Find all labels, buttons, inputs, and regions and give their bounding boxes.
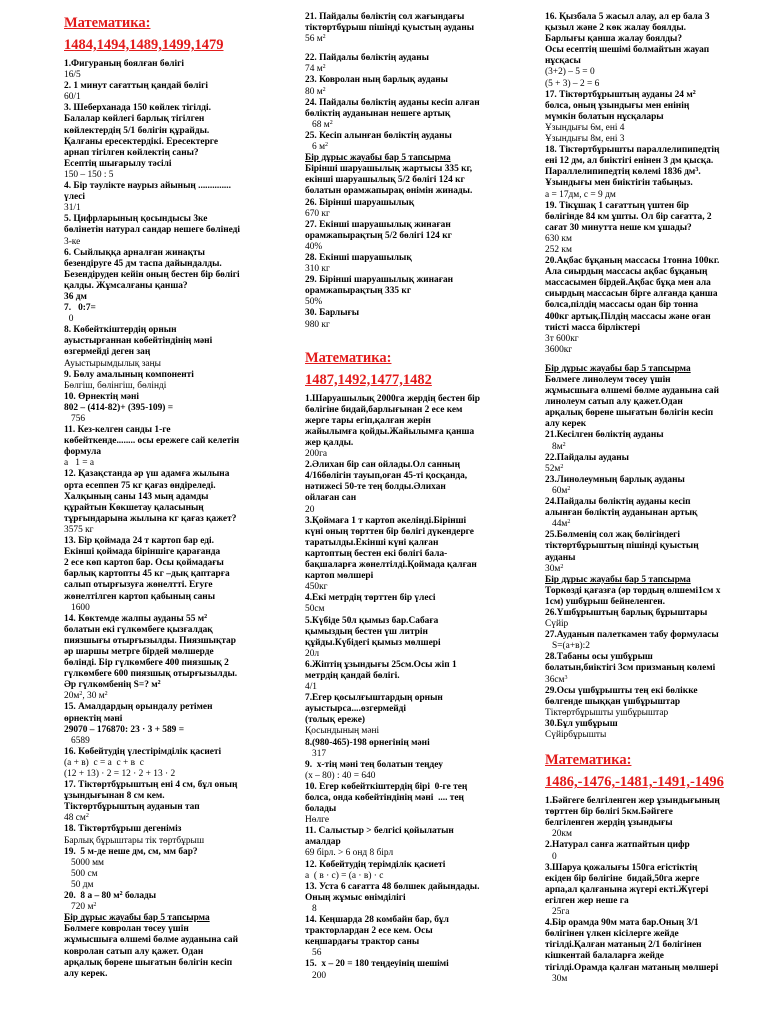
task-block-heading: Бір дұрыс жауабы бар 5 тапсырма <box>545 574 691 585</box>
question-line: массасымен бірдей.Ақбас бұқа мен ала <box>545 278 711 289</box>
question-line: 29.Осы үшбұрышты тең екі бөлікке <box>545 685 698 696</box>
question-line: Әр гүлкөмбенің S=? $м^2$ <box>64 680 161 691</box>
answer-line: 68 $м^2$ <box>305 119 333 130</box>
question-line: 11. Кез-келген санды 1-ге <box>64 425 171 436</box>
question-line: 27. Екінші шаруашылық жинаған <box>305 219 451 230</box>
question-line: 7. 0:7= <box>64 303 96 314</box>
answer-line: Тіктөртбұрышты ушбұрыштар <box>545 707 669 718</box>
answer-line: $60м^2$ <box>545 485 571 496</box>
answer-line: 5000 мм <box>64 857 104 868</box>
question-line: 1см) ушбұрыш бейнеленген. <box>545 596 666 607</box>
question-line: 2. 1 минут сағаттың қандай бөлігі <box>64 81 208 92</box>
question-line: 17. Тіктөртбұрыштың ауданы 24 $м^2$ <box>545 89 696 100</box>
spacer <box>545 356 765 364</box>
answer-line: 16/5 <box>64 70 81 81</box>
question-line: болса, онда көбейтіндінің мәні .... тең <box>305 793 464 803</box>
question-line: 16. Көбейтудің үлестірімділік қасиеті <box>64 746 222 757</box>
answer-line: а = 17дм, с = 9 дм <box>545 189 616 200</box>
question-line: арқалық бөрене шығатын бөлігін кесіп <box>64 957 233 968</box>
question-line: болатын,биіктігі 3см призманың көлемі <box>545 663 716 674</box>
answer-line: 20км <box>545 829 572 840</box>
question-line: бақшаларға жөнелтілді.Қоймада қалған <box>305 560 477 571</box>
answer-line: 6 $м^2$ <box>305 142 328 153</box>
question-line: 30.Бұл ушбұрыш <box>545 718 618 729</box>
question-line: нұсқасы <box>545 56 581 67</box>
answer-line: (а + в) с = а с + в с <box>64 757 144 768</box>
question-line: 23.Линолеумның барлық ауданы <box>545 474 685 485</box>
question-line: 29070 – 176870: 23 · 3 + 589 = <box>64 724 185 735</box>
section-heading: 1487,1492,1477,1482 <box>305 371 432 388</box>
question-line: тіктөртбұрыштың пішінді қуыстың <box>545 541 699 552</box>
question-line: тракторлардан 2 есе кем. Осы <box>305 926 433 937</box>
question-line: бөлігіне бидай,барлығынан 2 есе кем <box>305 404 463 415</box>
question-line: төрттен бір бөлігі 5км.Бәйгеге <box>545 807 673 818</box>
question-line: Бөлмеге ковролан төсеу үшін <box>64 924 189 935</box>
question-line: 15. х – 20 = 180 теңдеуінің шешімі <box>305 959 449 970</box>
question-line: арқалық бөрене шығатын бөлігін кесіп <box>545 408 714 419</box>
question-line: 802 – (414-82)+ (395-109) = <box>64 402 174 413</box>
question-line: орта есеппен 75 кг қағаз өндіреледі. <box>64 480 216 491</box>
answer-line: 20л <box>305 648 320 659</box>
question-line: ковролан сатып алу қажет. Одан <box>64 946 204 957</box>
answer-line: 8 <box>305 903 317 914</box>
answer-line: 150 – 150 : 5 <box>64 169 114 180</box>
question-line: белгіленген жердің ұзындығы <box>545 818 673 829</box>
answer-line: 630 км <box>545 233 572 244</box>
question-line: 4. Бір тәулікте наурыз айының .............. <box>64 181 231 192</box>
answer-line: 4/1 <box>305 682 317 693</box>
question-line: 10. Өрнектің мәні <box>64 391 140 402</box>
question-line: нәтижесі 50-те тең болды.Әлихан <box>305 482 446 493</box>
question-line: Халқының саны 143 мың адамды <box>64 491 209 502</box>
answer-line: $36см^3$ <box>545 674 568 685</box>
question-line: құйды.Күбідегі қымыз мөлшері <box>305 637 441 648</box>
question-line: Балалар көйлегі барлық тігілген <box>64 114 205 125</box>
answer-line: 980 кг <box>305 319 330 330</box>
answer-line: 50 дм <box>64 879 94 890</box>
question-line: ауыстырғаннан көбейтіндінің мәні <box>64 336 213 347</box>
answer-line: Сүйірбұрышты <box>545 730 607 740</box>
section-heading: 1486,-1476,-1481,-1491,-1496 <box>545 774 724 791</box>
question-line: орамжапырақтың 5/2 бөлігі 124 кг <box>305 230 452 241</box>
question-line: бөлігінен үлкен кісілерге жейде <box>545 929 679 940</box>
question-line: бөлінетін натурал сандар нешеге бөлінеді <box>64 225 241 236</box>
question-line: 36 дм <box>64 291 87 302</box>
task-block-heading: Бір дұрыс жауабы бар 5 тапсырма <box>64 913 210 924</box>
answer-line: 60/1 <box>64 92 81 103</box>
question-line: 27.Ауданын палеткамен табу формуласы <box>545 630 719 641</box>
answer-line: Ұзындығы 8м, ені 3 <box>545 134 625 145</box>
answer-line: $8м^2$ <box>545 441 566 452</box>
question-line: 4.Екі метрдің төрттен бір үлесі <box>305 593 436 604</box>
question-line: 5. Цифрларының қосындысы 3ке <box>64 214 208 225</box>
question-line: тиісті масса бірліктері <box>545 322 640 333</box>
question-line: ені 12 дм, ал биіктігі енінен 3 дм қысқа. <box>545 156 714 167</box>
question-line: Қалғаны ересектердікі. Ересектерге <box>64 136 219 147</box>
question-line: жерге тары егіп,қалған жерін <box>305 415 431 426</box>
question-line: 24. Пайдалы бөліктің ауданы кесіп алған <box>305 97 480 108</box>
question-line: 4/16бөлігін тауып,оған 45-ті қосқанда, <box>305 471 468 482</box>
question-line: 3.Шаруа қожалығы 150га егістіктің <box>545 862 698 873</box>
answer-line: 317 <box>305 748 327 759</box>
question-line: орамжапырақтың 335 кг <box>305 286 412 297</box>
question-line: болса, оның ұзындығы мен енінің <box>545 100 690 111</box>
question-line: 5.Күбіде 50л қымыз бар.Сабаға <box>305 615 439 626</box>
question-line: болатын орамжапырақ өнімін жинады. <box>305 186 473 197</box>
question-line: Бөлмеге линолеум төсеу үшін <box>545 375 671 385</box>
question-line: 24.Пайдалы бөліктің ауданы кесіп <box>545 497 691 508</box>
question-line: екінші шаруашылық 5/2 бөлігі 124 кг <box>305 175 465 186</box>
question-line: қалды. Жұмсалғаны қанша? <box>64 280 188 291</box>
question-line: 6. Сыйлыққа арналған жинақты <box>64 247 205 258</box>
question-line: 8. Көбейткіштердің орнын <box>64 325 177 336</box>
answer-line: $44м^2$ <box>545 519 571 530</box>
question-line: 2.Натурал санға жатпайтын цифр <box>545 840 690 851</box>
question-line: екіден бір бөлігіне бидай,50га жерге <box>545 873 700 884</box>
question-line: формула <box>64 447 102 458</box>
question-line: Ала сиырдың массасы ақбас бұқаның <box>545 267 708 278</box>
answer-line: 56 <box>305 948 322 959</box>
question-line: 13. Уста 6 сағатта 48 бөлшек дайындады. <box>305 881 480 892</box>
answer-line: 40% <box>305 241 323 252</box>
answer-line: 30м <box>545 973 568 984</box>
question-line: Бірінші шаруашылық жартысы 335 кг, <box>305 164 473 175</box>
answer-line: 50% <box>305 297 323 308</box>
question-line: алу керек <box>545 419 587 430</box>
question-line: Безендіруден кейін оның бестен бір бөлігі <box>64 269 240 280</box>
question-line: Тіктөртбұрыштың ауданын тап <box>64 802 200 813</box>
question-line: үлесі <box>64 192 85 203</box>
question-line: 9. х-тің мәні тең болатын теңдеу <box>305 759 443 770</box>
answer-line: 720 $м^2$ <box>64 902 97 913</box>
question-line: алу керек. <box>64 968 108 979</box>
question-line: бөлгенде шыққан үшбұрыштар <box>545 696 681 707</box>
question-line: 10. Егер көбейткіштердің бірі 0-ге тең <box>305 781 468 792</box>
answer-line: 1600 <box>64 602 90 613</box>
question-line: ауданы <box>545 552 576 563</box>
question-line: күні оның төрттен бір бөлігі дүкендерге <box>305 526 474 537</box>
question-line: 18. Тіктөртбұрышты параллелипипедтің <box>545 145 720 156</box>
question-line: сағат 30 минутта неше км ұшады? <box>545 222 692 233</box>
question-line: Барлығы қанша жалау боялды? <box>545 34 683 45</box>
answer-line: 25га <box>545 907 570 918</box>
question-line: картоп мөлшері <box>305 571 374 582</box>
question-line: 6.Жіптің ұзындығы 25см.Осы жіп 1 <box>305 659 457 670</box>
task-block-heading: Бір дұрыс жауабы бар 5 тапсырма <box>545 363 691 374</box>
answer-line: 48 $см^2$ <box>64 813 89 824</box>
answer-line: Ұзындығы 6м, ені 4 <box>545 122 625 133</box>
question-line: безендіруге 45 дм таспа дайындалды. <box>64 258 222 269</box>
question-line: 22. Пайдалы бөліктің ауданы <box>305 53 429 64</box>
question-line: 3. Шеберханада 150 көйлек тігілді. <box>64 103 211 114</box>
question-line: көйлектердің 5/1 бөлігін құрайды. <box>64 125 210 136</box>
answer-line: 0 <box>64 314 74 325</box>
answer-line: Барлық бұрыштары тік төртбұрыш <box>64 835 205 846</box>
question-line: өрнектің мәні <box>64 713 123 724</box>
task-block-heading: Бір дұрыс жауабы бар 5 тапсырма <box>305 153 451 164</box>
question-line: қымыздың бестен үш литрін <box>305 626 428 637</box>
question-line: 28. Екінші шаруашылық <box>305 252 412 263</box>
section-heading: 1484,1494,1489,1499,1479 <box>64 37 224 53</box>
question-line: 30. Барлығы <box>305 308 360 319</box>
question-line: 26.Үшбұрыштың барлық бұрыштары <box>545 607 708 618</box>
question-line: 2 есе көп картоп бар. Осы қоймадағы <box>64 558 224 569</box>
answer-line: (3+2) – 5 = 0 <box>545 67 595 78</box>
question-line: Есептің шығарылу тәсілі <box>64 158 172 169</box>
question-line: қызыл және 2 көк жалау боялды. <box>545 23 687 34</box>
answer-line: 6589 <box>64 735 90 746</box>
column-1 <box>64 12 286 980</box>
question-line: 20. 8 а – 80 $м^2$ болады <box>64 891 157 902</box>
answer-line: 56 $м^2$ <box>305 34 326 45</box>
question-line: ойлаған сан <box>305 493 357 504</box>
question-line: жұмысшыға өлшемі бөлме ауданына сай <box>545 386 720 397</box>
question-line: бөлінді. Бір гүлкөмбеге 400 пиязшық 2 <box>64 658 229 669</box>
answer-line: 80 $м^2$ <box>305 86 326 97</box>
question-line: 4.Бір орамда 90м мата бар.Оның 3/1 <box>545 918 699 929</box>
question-line: Торкөзді қағазға (әр тордың өлшемі1см x <box>545 585 721 596</box>
question-line: 23. Ковролан ның барлық ауданы <box>305 75 448 86</box>
answer-line: 200 <box>305 970 327 981</box>
question-line: 9. Бөлу амалының компоненті <box>64 369 194 380</box>
section-heading: Математика: <box>305 349 392 366</box>
answer-line: 50см <box>305 604 325 615</box>
question-line: кеңшардағы трактор саны <box>305 937 420 948</box>
question-line: 12. Көбейтудің терімділік қасиеті <box>305 859 446 870</box>
question-line: көбейткенде........ осы ережеге сай келетін <box>64 436 240 447</box>
question-line: құрайтын Көкшетау қаласының <box>64 502 204 513</box>
question-line: тігілді.Қалған матаның 2/1 бөлігінен <box>545 940 702 951</box>
answer-line: Қосындының мәні <box>305 726 380 737</box>
section-heading: Математика: <box>545 752 632 769</box>
question-line: 400кг артық.Пілдің массасы және оған <box>545 311 711 322</box>
spacer <box>545 741 765 749</box>
answer-line: 31/1 <box>64 203 81 214</box>
answer-line: 252 км <box>545 244 572 255</box>
question-line: Параллелипипедтің көлемі 1836 $дм^3$. <box>545 167 701 178</box>
question-line: тіктөртбұрыш пішіңді қуыстың ауданы <box>305 23 475 34</box>
question-line: таратылды.Екінші күні қалған <box>305 537 439 548</box>
question-line: Осы есептің шешімі болмайтын жауап <box>545 45 710 56</box>
answer-line: а 1 = а <box>64 458 95 469</box>
question-line: арнап тігілген көйлектің саны? <box>64 147 199 158</box>
answer-line: Нөлге <box>305 815 330 826</box>
question-line: 20.Ақбас бұқаның массасы 1тонна 100кг. <box>545 256 720 267</box>
question-line: 25.Бөлменің сол жақ бөлігіндегі <box>545 530 680 541</box>
question-line: салып отырғызуға жөнелтті. Егуге <box>64 580 213 591</box>
question-line: Оның жұмыс өнімділігі <box>305 892 406 903</box>
question-line: жөнелтілген картоп қабының саны <box>64 591 216 602</box>
question-line: тігілді.Орамда қалған матаның мөлшері <box>545 962 719 973</box>
answer-line: (12 + 13) · 2 = 12 · 2 + 13 · 2 <box>64 769 176 779</box>
answer-line: $30м^2$ <box>545 563 564 574</box>
question-line: 3.Қоймаға 1 т картоп әкелінді.Бірінші <box>305 515 467 526</box>
section-heading: Математика: <box>64 15 151 31</box>
answer-line: а ( в · с) = (а · в) · с <box>305 870 384 881</box>
question-line: пиязшығы отырғызылды. Пиязшықтар <box>64 635 236 646</box>
answer-line: 0 <box>545 851 557 862</box>
question-line: (толық ереже) <box>305 715 365 726</box>
question-line: 21. Пайдалы бөліктің сол жағындағы <box>305 12 465 22</box>
question-line: 28.Табаны осы ушбұрыш <box>545 652 653 663</box>
answer-line: 756 <box>64 414 86 424</box>
answer-line: 20 <box>305 504 315 515</box>
question-line: амалдар <box>305 837 341 848</box>
answer-line: 3600кг <box>545 344 573 355</box>
question-line: 21.Кесілген бөліктің ауданы <box>545 430 664 441</box>
question-line: 18. Тіктөртбұрыш дегеніміз <box>64 824 182 835</box>
question-line: бөлігінде 84 км ұшты. Ол бір сағатта, 2 <box>545 211 712 222</box>
question-line: болса,пілдің массасы одан бір тонна <box>545 300 699 311</box>
question-line: 1.Бәйгеге белгіленген жер ұзындығының <box>545 796 720 807</box>
question-line: жер қалды. <box>305 438 354 448</box>
answer-line: (5 + 3) – 2 = 6 <box>545 78 600 89</box>
spacer <box>305 339 527 347</box>
question-line: болады <box>305 804 337 815</box>
question-line: мүмкін болатын нұсқалары <box>545 111 664 122</box>
question-line: 11. Салыстыр > белгісі қойылатын <box>305 826 454 837</box>
answer-line: $20м^2$, 30 $м^2$ <box>64 691 108 702</box>
question-line: сиырдың массасын бірге алғанда қанша <box>545 289 718 300</box>
question-line: 14. Кеңшарда 28 комбайн бар, бұл <box>305 915 449 926</box>
answer-line: 670 кг <box>305 208 330 219</box>
answer-line: 3-ке <box>64 236 81 247</box>
question-line: кішкентай балаларға жейде <box>545 951 664 962</box>
answer-line: 310 кг <box>305 264 330 275</box>
column-2 <box>305 12 527 982</box>
question-line: 1.Шаруашылық 2000га жердің бестен бір <box>305 393 480 404</box>
question-line: 19. Тікұшақ 1 сағаттың үштен бір <box>545 200 689 211</box>
question-line: линолеум сатып алу қажет.Одан <box>545 397 683 408</box>
question-line: егілген жер неше га <box>545 895 629 906</box>
question-line: картоптың бестен екі бөлігі бала- <box>305 548 448 559</box>
question-line: метрдің қандай бөлігі. <box>305 670 400 681</box>
question-line: 17. Тіктөртбұрыштың ені 4 см, бұл оның <box>64 780 238 791</box>
question-line: алынған бөліктің ауданынан артық <box>545 508 698 519</box>
answer-line: 3575 кг <box>64 524 94 535</box>
question-line: Екінші қоймада біріншіге қарағанда <box>64 547 221 558</box>
answer-line: 200га <box>305 449 328 460</box>
answer-line: 3т 600кг <box>545 333 579 344</box>
question-line: болатын екі гүлкөмбеге қызғалдақ <box>64 624 213 635</box>
question-line: 14. Көктемде жалпы ауданы 55 $м^2$ <box>64 613 208 624</box>
question-line: 12. Қазақстанда әр үш адамға жылына <box>64 469 230 480</box>
question-line: жұмысшыға өлшемі бөлме ауданына сай <box>64 935 239 946</box>
question-line: 13. Бір қоймада 24 т картоп бар еді. <box>64 536 214 547</box>
answer-line: Бөлгіш, бөлінгіш, бөлінді <box>64 380 167 391</box>
question-line: гүлкөмбеге 600 пиязшық отырғызылды. <box>64 669 238 680</box>
question-line: 29. Бірінші шаруашылық жинаған <box>305 275 454 286</box>
answer-line: (х – 80) : 40 = 640 <box>305 770 376 781</box>
answer-line: Сүйір <box>545 619 569 630</box>
question-line: 15. Амалдардың орындалу ретімен <box>64 702 213 713</box>
question-line: 8.(980-465)-198 өрнегінің мәні <box>305 737 430 748</box>
question-line: бөліктің ауданынан нешеге артық <box>305 108 451 119</box>
question-line: 16. Қызбала 5 жасыл алау, ал ер бала 3 <box>545 12 710 22</box>
question-line: өзгермейді деген заң <box>64 347 151 358</box>
question-line: тұрғындарына жылына кг қағаз қажет? <box>64 513 237 524</box>
question-line: 22.Пайдалы ауданы <box>545 452 629 463</box>
answer-line: Ауыстырымдылық заңы <box>64 358 161 369</box>
question-line: ұзындығынан 8 см кем. <box>64 791 165 802</box>
answer-line: $52м^2$ <box>545 463 564 474</box>
answer-line: S=(а+в):2 <box>545 641 590 652</box>
question-line: 25. Кесіп алынған бөліктің ауданы <box>305 130 452 141</box>
question-line: 2.Әлихан бір сан ойлады.Ол санның <box>305 460 460 471</box>
question-line: 1.Фигураның боялған бөлігі <box>64 59 184 69</box>
answer-line: 74 $м^2$ <box>305 64 326 75</box>
question-line: жайылымға қойды.Жайылымға қанша <box>305 426 475 437</box>
question-line: ауыстырса....өзгермейді <box>305 704 406 715</box>
question-line: 7.Егер қосылғыштардың орнын <box>305 693 443 704</box>
question-line: барлық картопты 45 кг –дық қаптарға <box>64 569 230 580</box>
question-line: Ұзындығы мен биіктігін табыңыз. <box>545 178 693 189</box>
answer-line: 69 бірл. > 6 онд 8 бірл <box>305 848 394 859</box>
question-line: әр шаршы метрге бірдей мөлшерде <box>64 646 214 657</box>
question-line: 26. Бірінші шаруашылық <box>305 197 415 208</box>
question-line: арпа,ал қалғанына жүгері екті.Жүгері <box>545 884 709 895</box>
spacer <box>305 331 527 339</box>
column-3 <box>545 12 765 985</box>
answer-line: 500 см <box>64 868 98 879</box>
question-line: 19. 5 м-де неше дм, см, мм бар? <box>64 846 198 857</box>
answer-line: 450кг <box>305 582 328 593</box>
